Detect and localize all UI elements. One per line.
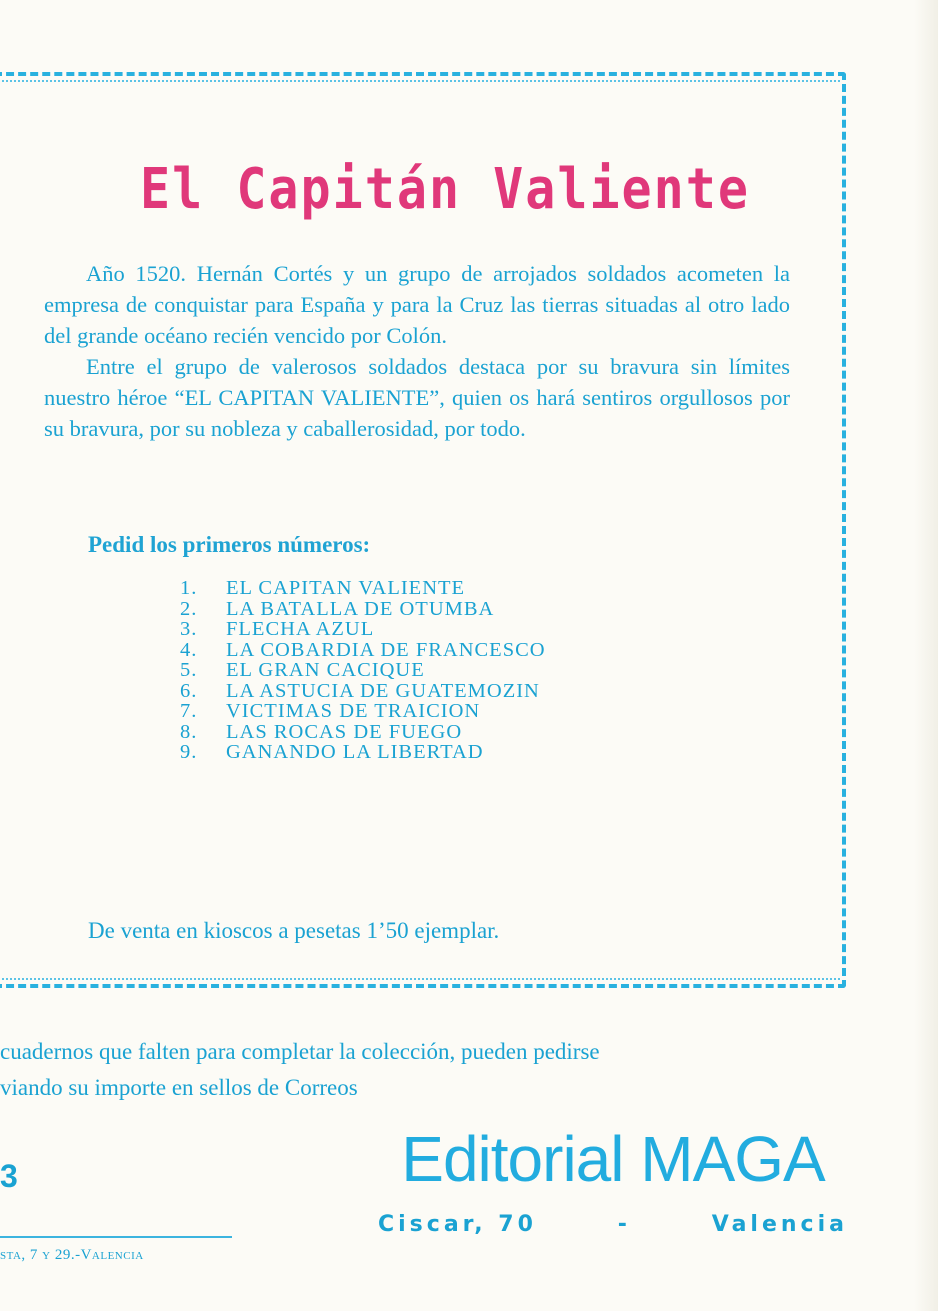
issue-title: LA ASTUCIA DE GUATEMOZIN [226,679,540,702]
publisher-address [378,1212,848,1237]
printer-imprint: sta, 7 y 29.-Valencia [0,1247,144,1263]
advert-title: El Capitán Valiente [140,156,750,222]
issue-number-label: 8. [180,720,198,743]
issue-title: FLECHA AZUL [226,618,375,640]
issue-list [180,578,640,763]
issue-title: LA COBARDIA DE FRANCESCO [226,638,546,661]
issue-number-label: 3. [180,618,198,640]
publisher-city: Valencia [711,1212,848,1237]
issue-number-label: 6. [180,679,198,702]
back-issues-note-line: viando su importe en sellos de Correos [0,1075,358,1100]
issue-list-item [180,578,640,599]
issue-title: EL CAPITAN VALIENTE [226,577,466,599]
issue-number-label: 4. [180,638,198,661]
issue-list-item [180,640,640,661]
address-separator: - [617,1212,631,1237]
price-line: De venta en kioscos a pesetas 1’50 ejemplar. [88,918,500,943]
publisher-name: Editorial MAGA [401,1123,825,1195]
issue-list-item [180,742,640,763]
order-label: Pedid los primeros números: [88,532,371,557]
advert-paragraph: Año 1520. Hernán Cortés y un grupo de arrojados soldados acometen la empresa de conquistar para España y para la Cruz las tierras situadas al otro lado del grande océano recién vencido por Colón. [44,261,790,348]
issue-title: GANANDO LA LIBERTAD [226,741,484,763]
page-edge-shadow [914,0,938,1311]
issue-number-label: 7. [180,700,198,722]
issue-list-item [180,619,640,640]
printer-divider [0,1236,232,1238]
publisher-street: Ciscar, 70 [378,1212,537,1237]
issue-list-item [180,660,640,681]
issue-number-label: 2. [180,597,198,620]
issue-number: 3 [0,1158,18,1194]
issue-number-label: 5. [180,659,198,681]
issue-title: EL GRAN CACIQUE [226,659,425,681]
back-issues-note [0,1034,852,1106]
issue-title: LA BATALLA DE OTUMBA [226,597,495,620]
issue-list-item [180,681,640,702]
issue-list-item [180,722,640,743]
advert-paragraph: Entre el grupo de valerosos soldados destaca por su bravura sin límites nuestro héroe “EL CAPITAN VALIENTE”, quien os hará sentiros orgullosos por su bravura, por su nobleza y caballerosidad, por todo. [44,354,790,441]
back-issues-note-line: cuadernos que falten para completar la colección, pueden pedirse [0,1039,600,1064]
issue-list-item [180,701,640,722]
advert-description [44,258,790,444]
issue-number-label: 1. [180,577,198,599]
issue-number-label: 9. [180,741,198,763]
issue-title: VICTIMAS DE TRAICION [226,700,481,722]
issue-title: LAS ROCAS DE FUEGO [226,720,463,743]
issue-list-item [180,599,640,620]
